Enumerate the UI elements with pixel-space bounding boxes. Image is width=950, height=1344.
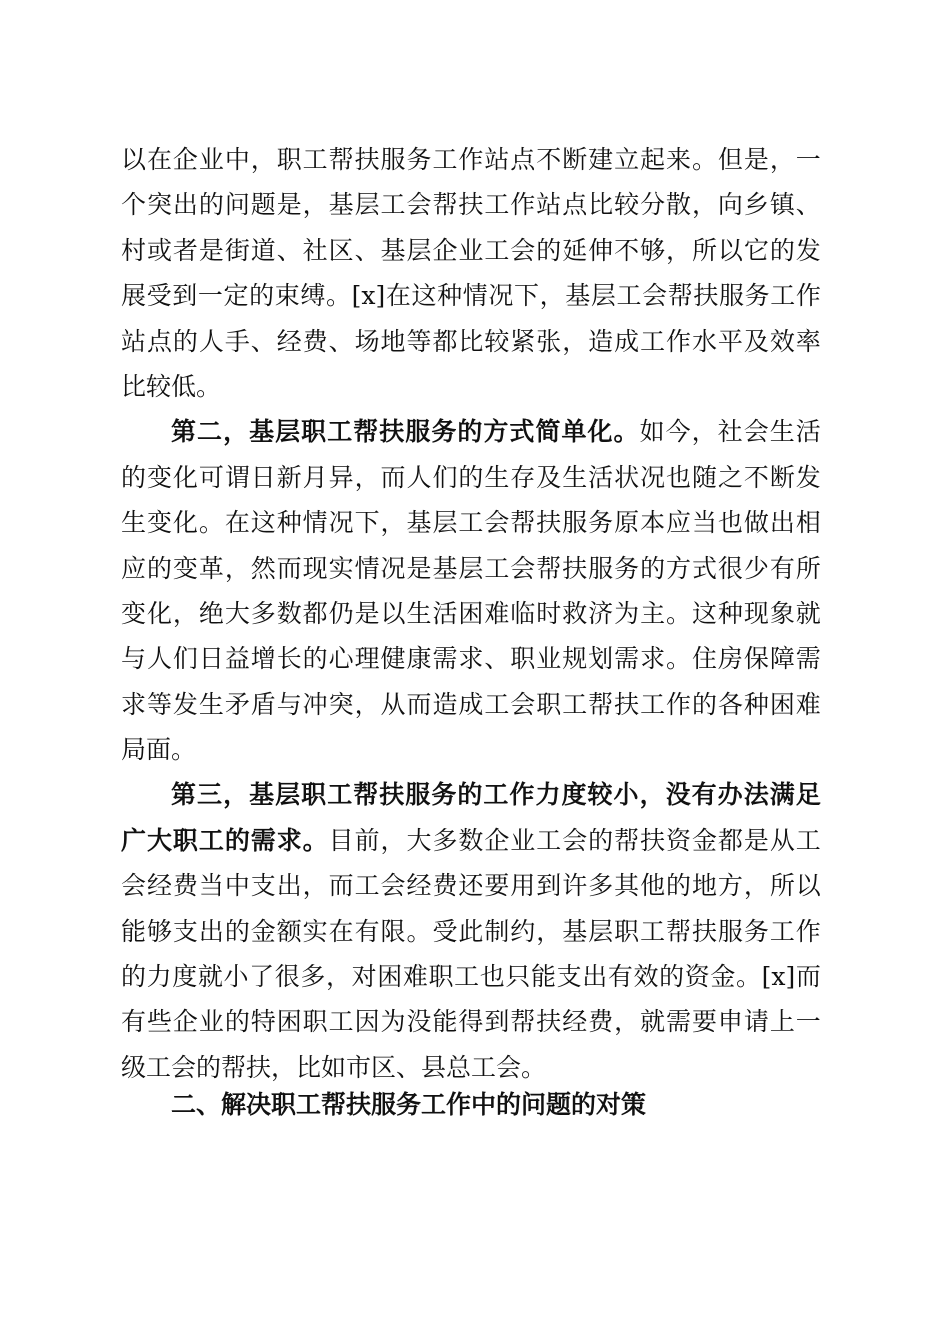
p1-line-6: 比较低。 xyxy=(121,371,222,401)
p2-line-3: 生 变 化 。 在 这 种 情 况 下 ， 基 层 工 会 帮 扶 服 务 原 本 应 当 也 做 出 相 xyxy=(121,508,821,538)
p1-line-4: 展 受 到 一 定 的 束 缚 。 [x] 在 这 种 情 况 下 ， 基 层 工 会 帮 扶 服 务 工 作 xyxy=(121,281,821,311)
p1-line-5: 站 点 的 人 手 、 经 费 、 场 地 等 都 比 较 紧 张 ， 造 成 工 作 水 平 及 效 率 xyxy=(121,326,821,356)
p2-line-1: 第 二 ， 基 层 职 工 帮 扶 服 务 的 方 式 简 单 化 。 如 今 ， 社 会 生 活 xyxy=(171,417,821,447)
p3-line-2: 广 大 职 工 的 需 求 。 目 前 ， 大 多 数 企 业 工 会 的 帮 扶 资 金 都 是 从 工 xyxy=(121,825,821,855)
p2-line-8: 局面。 xyxy=(121,735,197,765)
p3-line-3: 会 经 费 当 中 支 出 ， 而 工 会 经 费 还 要 用 到 许 多 其 他 的 地 方 ， 所 以 xyxy=(121,871,821,901)
section-heading: 二、解决职工帮扶服务工作中的问题的对策 xyxy=(171,1090,647,1119)
p2-line-7: 求 等 发 生 矛 盾 与 冲 突 ， 从 而 造 成 工 会 职 工 帮 扶 工 作 的 各 种 困 难 xyxy=(121,689,821,719)
p3-line-6: 有 些 企 业 的 特 困 职 工 因 为 没 能 得 到 帮 扶 经 费 ， 就 需 要 申 请 上 一 xyxy=(121,1007,821,1037)
p1-line-2: 个 突 出 的 问 题 是 ， 基 层 工 会 帮 扶 工 作 站 点 比 较 分 散 ， 向 乡 镇 、 xyxy=(121,190,821,220)
p2-line-5: 变 化 ， 绝 大 多 数 都 仍 是 以 生 活 困 难 临 时 救 济 为 主 。 这 种 现 象 就 xyxy=(121,598,821,628)
p2-line-4: 应 的 变 革 ， 然 而 现 实 情 况 是 基 层 工 会 帮 扶 服 务 的 方 式 很 少 有 所 xyxy=(121,553,821,583)
p1-line-3: 村 或 者 是 街 道 、 社 区 、 基 层 企 业 工 会 的 延 伸 不 够 ， 所 以 它 的 发 xyxy=(121,235,821,265)
p3-line-7: 级工会的帮扶，比如市区、县总工会。 xyxy=(121,1052,547,1082)
p2-line-6: 与 人 们 日 益 增 长 的 心 理 健 康 需 求 、 职 业 规 划 需 求 。 住 房 保 障 需 xyxy=(121,644,821,674)
body-text xyxy=(121,137,821,1090)
p3-line-1: 第 三 ， 基 层 职 工 帮 扶 服 务 的 工 作 力 度 较 小 ， 没 有 办 法 满 足 xyxy=(171,780,821,810)
p2-line-2: 的 变 化 可 谓 日 新 月 异 ， 而 人 们 的 生 存 及 生 活 状 况 也 随 之 不 断 发 xyxy=(121,462,821,492)
p1-line-1: 以 在 企 业 中 ， 职 工 帮 扶 服 务 工 作 站 点 不 断 建 立 起 来 。 但 是 ， 一 xyxy=(121,145,821,174)
p3-line-5: 的 力 度 就 小 了 很 多 ， 对 困 难 职 工 也 只 能 支 出 有 效 的 资 金 。 [x] 而 xyxy=(121,962,821,992)
p3-line-4: 能 够 支 出 的 金 额 实 在 有 限 。 受 此 制 约 ， 基 层 职 工 帮 扶 服 务 工 作 xyxy=(121,916,821,946)
